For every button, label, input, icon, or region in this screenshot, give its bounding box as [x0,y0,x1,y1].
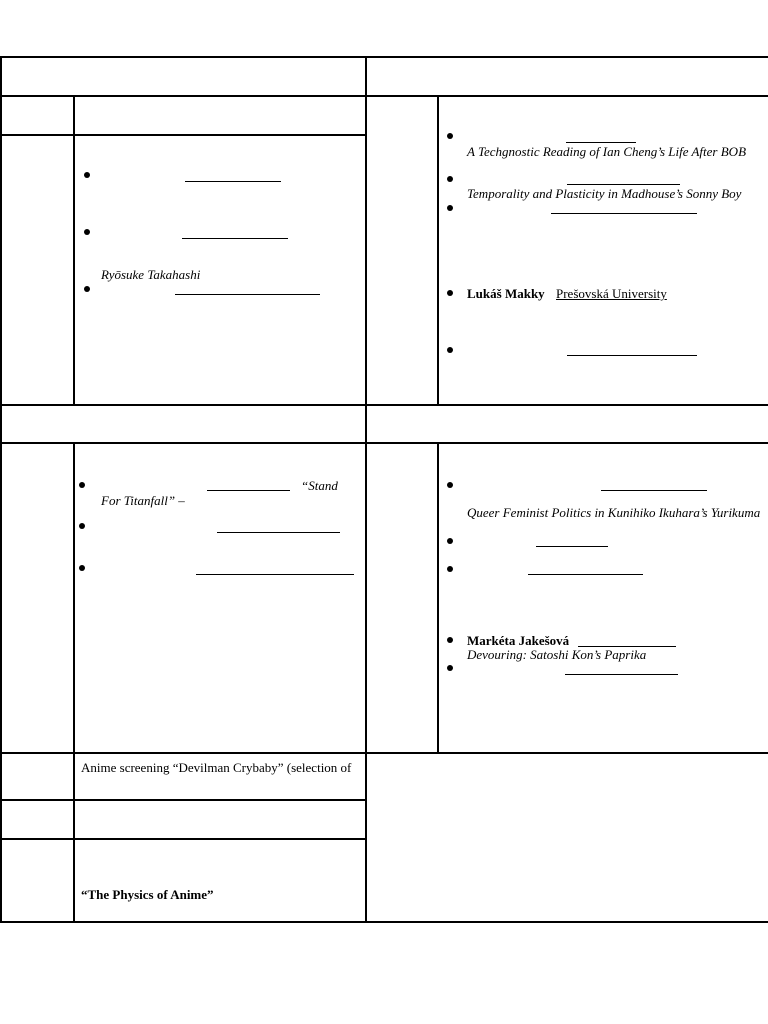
column-divider [365,56,367,922]
table-bottom-border [0,921,768,923]
bullet [447,566,453,572]
talk-title: A Techgnostic Reading of Ian Cheng’s Life After BOB [467,144,747,159]
speaker-name: Lukáš Makky [467,286,545,301]
underline [182,238,288,239]
bullet [447,665,453,671]
bullet [79,523,85,529]
bullet [447,176,453,182]
speaker-affiliation: Prešovská University [556,286,667,301]
bullet [447,347,453,353]
speaker-name: Ryōsuke Takahashi [101,267,201,282]
bullet [447,538,453,544]
underline [536,546,608,547]
underline [566,142,636,143]
talk-title: Queer Feminist Politics in Kunihiko Ikuhara’s Yurikuma [467,505,761,520]
lecture-title: “The Physics of Anime” [81,887,214,902]
time-column-divider [437,442,439,753]
time-column-divider [73,442,75,922]
table-top-border [0,56,768,58]
row-divider [0,752,768,754]
talk-title: Devouring: Satoshi Kon’s Paprika [467,647,647,662]
underline [567,184,680,185]
underline [601,490,707,491]
underline [207,490,290,491]
bullet [447,482,453,488]
talk-title-start: “Stand [301,478,338,493]
bullet [447,205,453,211]
row-divider [0,404,768,406]
underline [551,213,697,214]
row-divider [0,442,768,444]
underline [217,532,340,533]
bullet [447,637,453,643]
underline [196,574,354,575]
time-column-divider [437,95,439,405]
underline [528,574,643,575]
screening-description: Anime screening “Devilman Crybaby” (selection of [81,760,352,775]
bullet [79,482,85,488]
time-column-divider [73,95,75,405]
row-divider [0,95,768,97]
bullet [79,565,85,571]
underline [567,355,697,356]
bullet [84,229,90,235]
talk-title: Temporality and Plasticity in Madhouse’s Sonny Boy [467,186,742,201]
bullet [84,286,90,292]
row-divider [0,134,366,136]
row-divider [0,838,366,840]
bullet [447,290,453,296]
bullet [447,133,453,139]
talk-title-end: For Titanfall” – [101,493,185,508]
bullet [84,172,90,178]
underline [175,294,320,295]
table-left-border [0,56,2,922]
row-divider [0,799,366,801]
underline [565,674,678,675]
underline [185,181,281,182]
speaker-name: Markéta Jakešová [467,633,570,648]
